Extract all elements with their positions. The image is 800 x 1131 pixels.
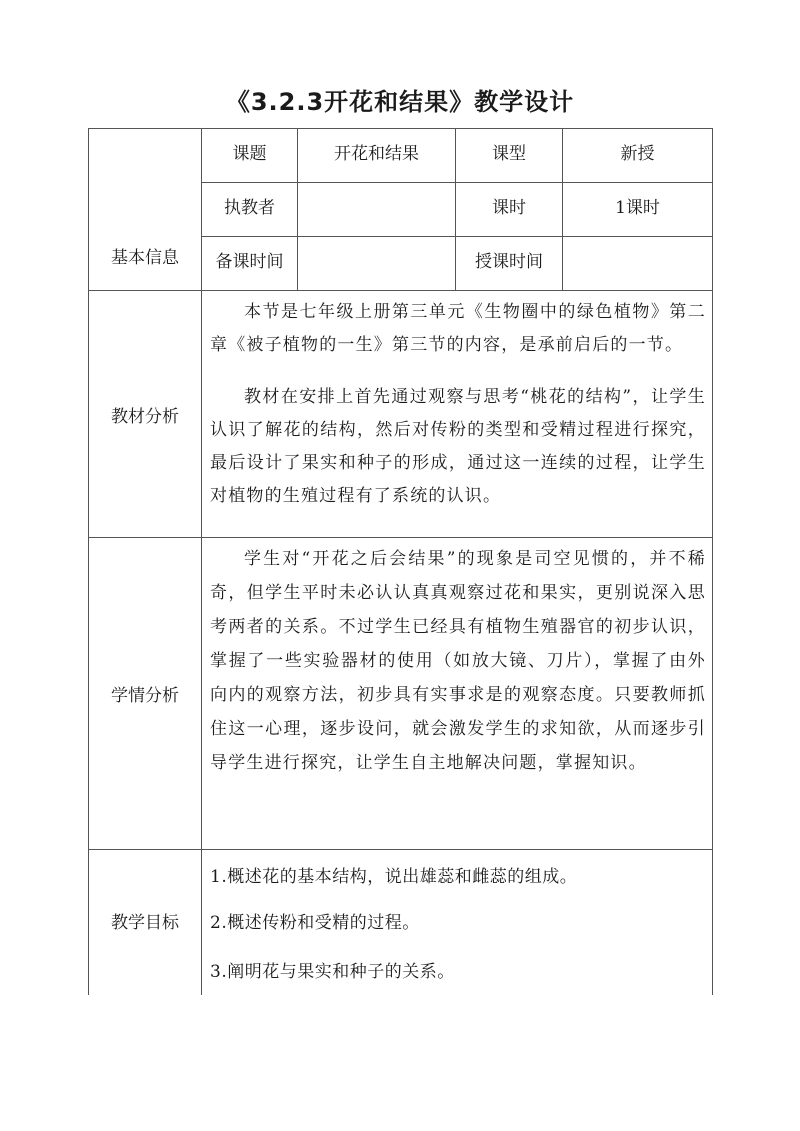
document-title: 《3.2.3开花和结果》教学设计 (225, 88, 575, 116)
material-analysis-label: 教材分析 (111, 406, 179, 427)
teacher-value (298, 183, 455, 228)
student-analysis-label: 学情分析 (111, 686, 179, 706)
prep-time-label: 备课时间 (215, 252, 284, 272)
teacher-label: 执教者 (224, 198, 275, 218)
student-analysis-paragraph: 学生对“开花之后会结果”的现象是司空见惯的，并不稀奇，但学生平时未必认认真真观察过花和果实，更别说深入思考两者的关系。不过学生已经具有植物生殖器官的初步认识，掌握了一些实验器材的使用（如放大镜、刀片），掌握了由外向内的观察方法，初步具有实事求是的观察态度。只要教师抓住这一心理，逐步设问，就会激发学生的求知欲，从而逐步引导学生进行探究，让学生自主地解决问题，掌握知识。 (210, 549, 706, 773)
teach-time-label: 授课时间 (475, 252, 543, 272)
class-hours-value: 1课时 (615, 198, 660, 218)
topic-label: 课题 (232, 144, 267, 164)
basic-info-label: 基本信息 (111, 247, 179, 268)
lesson-type-value: 新授 (620, 144, 655, 164)
teaching-goal-item: 3.阐明花与果实和种子的关系。 (210, 962, 455, 982)
material-analysis-paragraph: 本节是七年级上册第三单元《生物圈中的绿色植物》第二章《被子植物的一生》第三节的内容，是承前启后的一节。 (210, 302, 706, 355)
table-border-right (712, 128, 713, 995)
lesson-type-label: 课型 (492, 144, 526, 164)
teaching-goals-label: 教学目标 (111, 912, 179, 933)
class-hours-label: 课时 (492, 198, 526, 218)
material-analysis-paragraph: 教材在安排上首先通过观察与思考“桃花的结构”，让学生认识了解花的结构，然后对传粉的类型和受精过程进行探究，最后设计了果实和种子的形成，通过这一连续的过程，让学生对植物的生殖过程有了系统的认识。 (210, 387, 706, 506)
teaching-goal-item: 2.概述传粉和受精的过程。 (210, 913, 420, 933)
topic-value: 开花和结果 (334, 144, 419, 164)
teach-time-value (563, 237, 712, 282)
prep-time-value (298, 237, 455, 282)
teaching-goal-item: 1.概述花的基本结构，说出雄蕊和雌蕊的组成。 (210, 867, 578, 887)
